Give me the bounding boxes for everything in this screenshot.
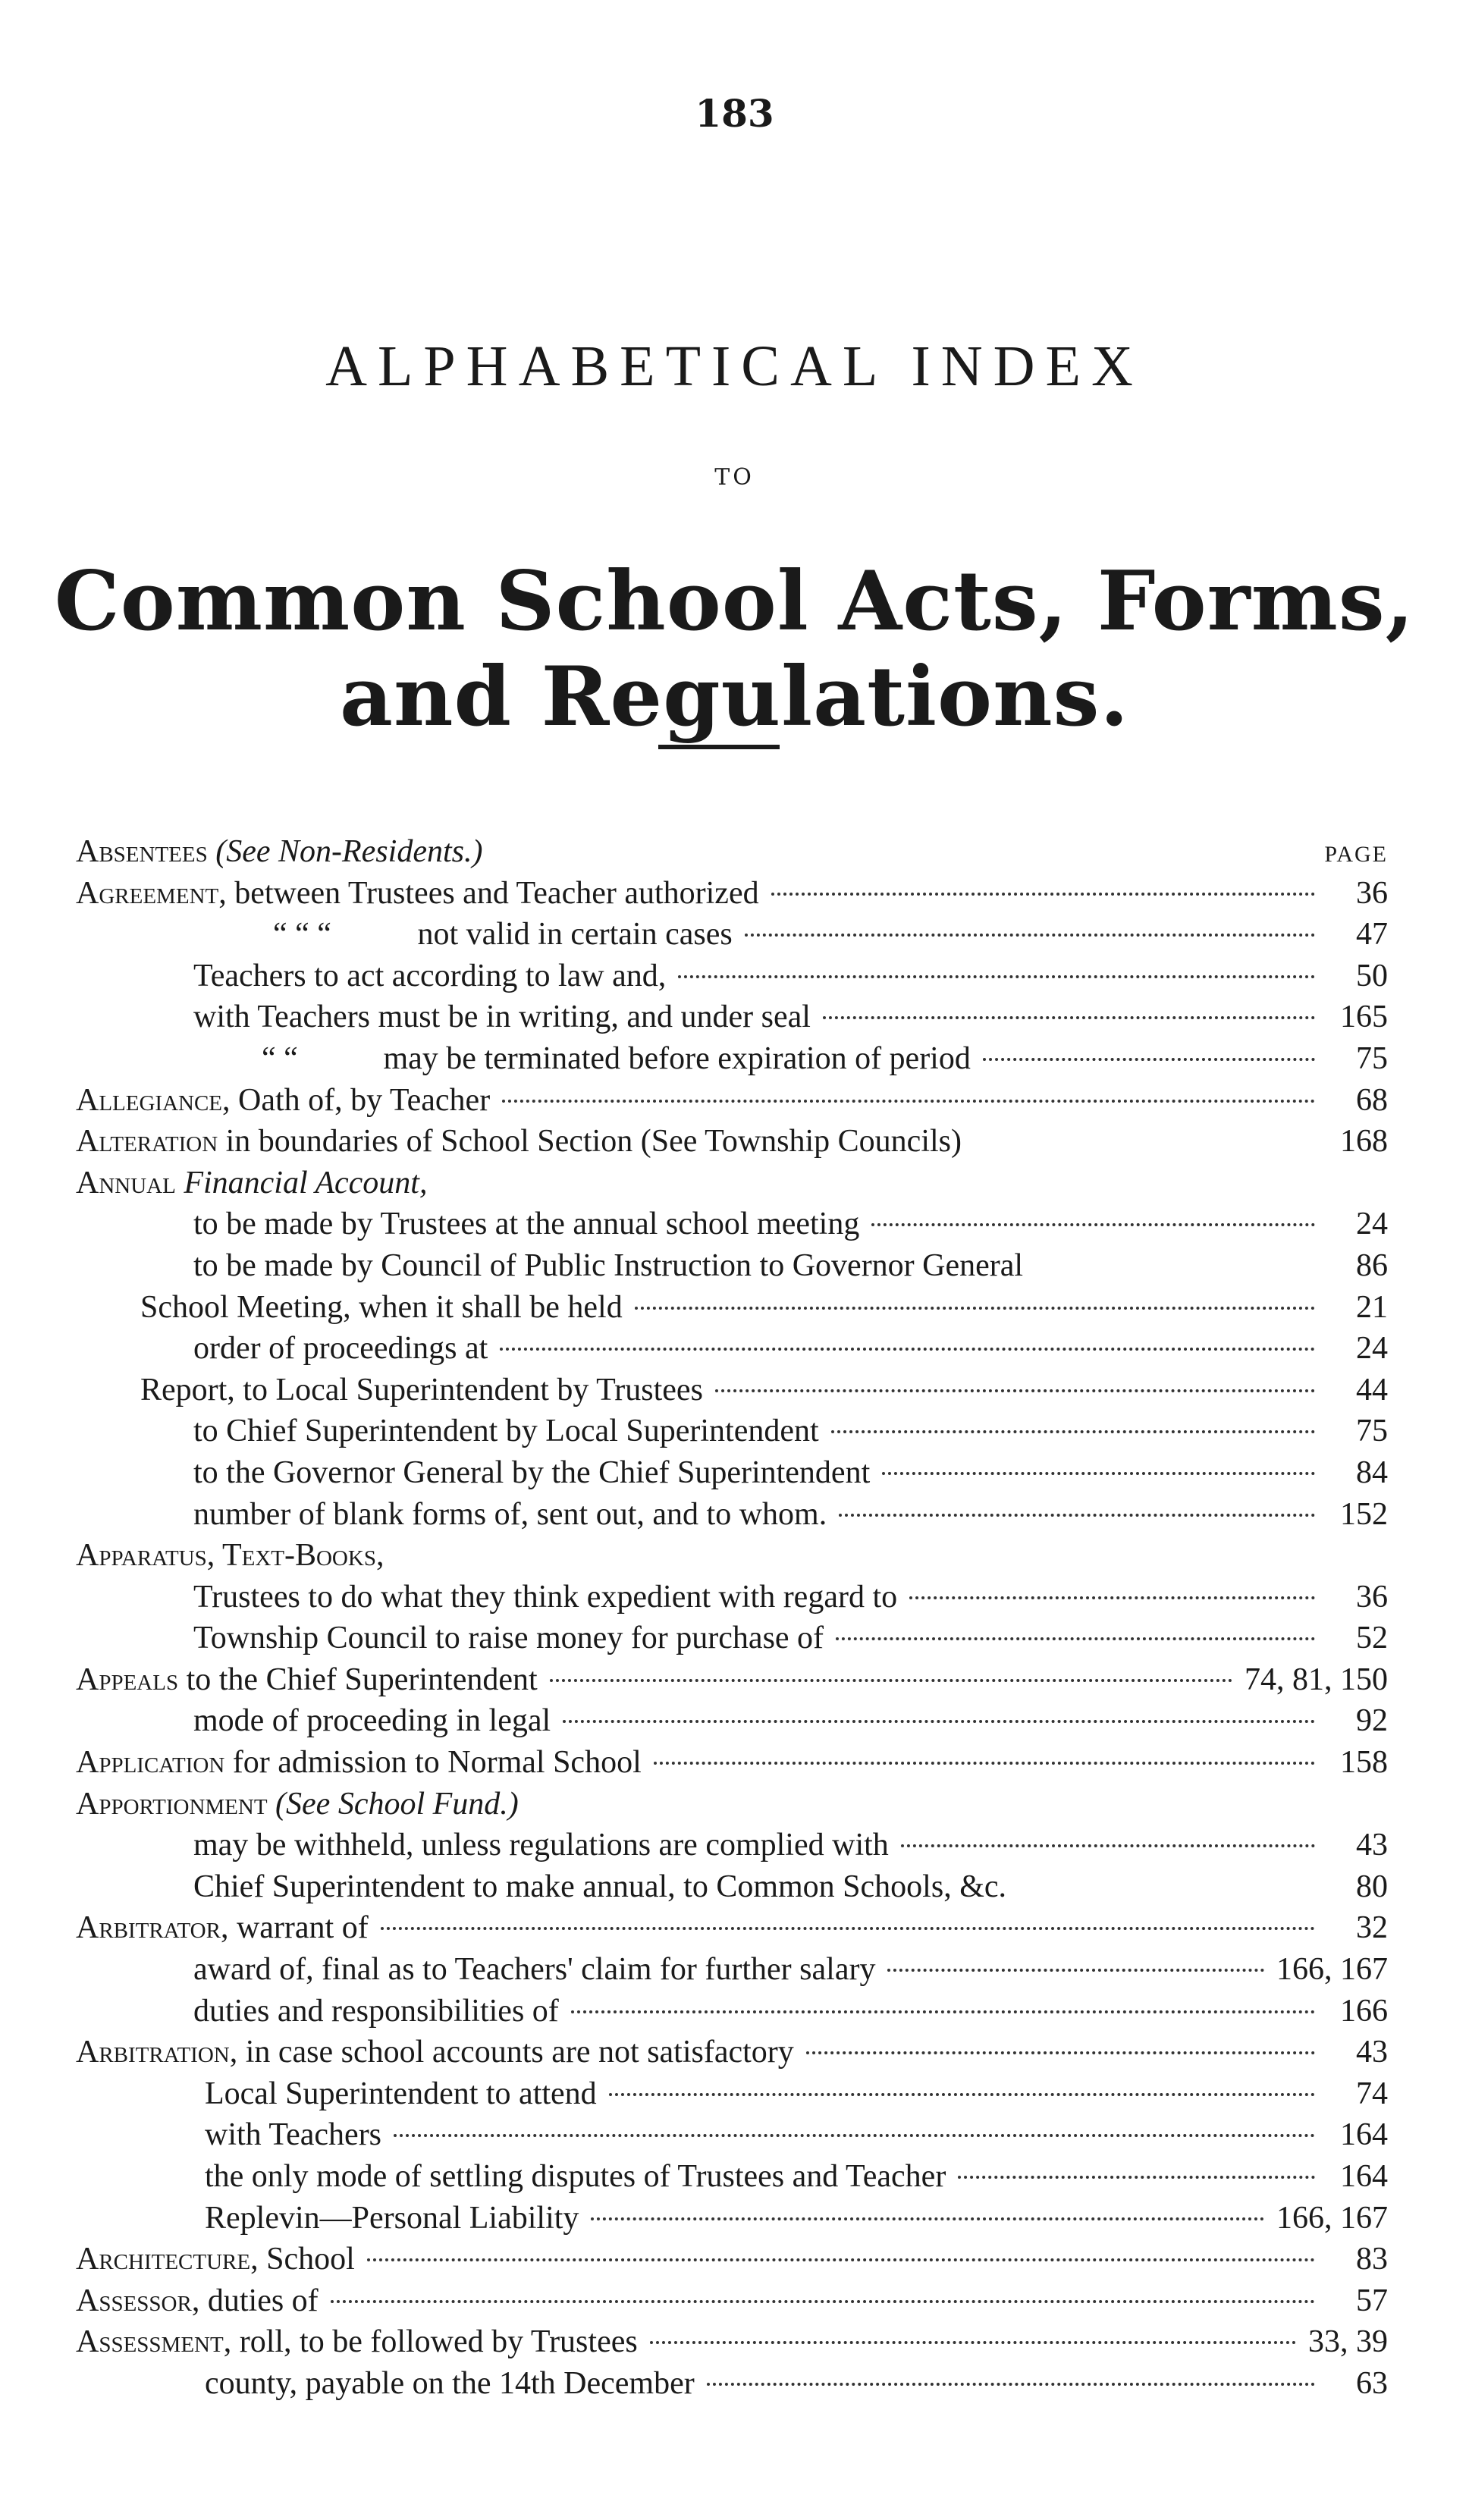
entry-page: 166, 167 — [1276, 2200, 1388, 2236]
entry-text: , warrant of — [220, 1910, 369, 1946]
entry-text: the only mode of settling disputes of Trustees and Teacher — [205, 2159, 946, 2194]
leader — [823, 1016, 1315, 1019]
entry-head: Architecture — [76, 2242, 251, 2277]
entry-page: 164 — [1340, 2117, 1388, 2153]
entry-text: order of proceedings at — [193, 1331, 488, 1367]
entry-page: 158 — [1340, 1745, 1388, 1781]
entry-page: 75 — [1356, 1414, 1388, 1449]
entry-text: Teachers to act according to law and, — [193, 958, 667, 993]
index-entry — [76, 1535, 1388, 1577]
index-entry — [76, 1121, 1388, 1163]
entry-page: 86 — [1356, 1247, 1388, 1283]
entry-head: Absentees — [76, 834, 208, 869]
entry-head: Annual — [76, 1165, 176, 1200]
leader — [715, 1389, 1315, 1392]
index-entry — [76, 914, 1388, 956]
entry-text: (See Non-Residents.) — [215, 834, 483, 869]
leader — [678, 975, 1315, 978]
leader — [367, 2258, 1315, 2261]
index-entry — [76, 1577, 1388, 1618]
page-number: 183 — [695, 91, 774, 136]
index-entry — [76, 1494, 1388, 1536]
entry-text: Local Superintendent to attend — [205, 2076, 597, 2111]
leader — [831, 1430, 1315, 1433]
index-entry — [76, 2321, 1388, 2363]
index-entry — [76, 2156, 1388, 2198]
entry-text: in boundaries of School Section (See Township Councils) — [218, 1124, 962, 1160]
index-entry — [76, 1328, 1388, 1370]
entry-head: Appeals — [76, 1662, 179, 1697]
leader — [901, 1844, 1315, 1847]
entry-head: Allegiance — [76, 1082, 223, 1118]
leader — [887, 1969, 1264, 1972]
leader — [609, 2093, 1315, 2096]
index-entry — [76, 1411, 1388, 1452]
entry-text: , in case school accounts are not satisfactory — [229, 2035, 794, 2070]
index-entry — [76, 2198, 1388, 2239]
leader — [654, 1762, 1315, 1765]
entry-text: Chief Superintendent to make annual, to Common Schools, &c. — [193, 1869, 1007, 1904]
entry-text: duties and responsibilities of — [193, 1993, 559, 2029]
entry-text: number of blank forms of, sent out, and to whom. — [193, 1496, 827, 1532]
entry-head: Assessor — [76, 2283, 192, 2318]
leader — [882, 1472, 1315, 1475]
entry-page: 152 — [1340, 1496, 1388, 1532]
entry-page: 21 — [1356, 1289, 1388, 1325]
entry-text: Trustees to do what they think expedient with regard to — [193, 1579, 898, 1615]
entry-text: award of, final as to Teachers' claim for further salary — [193, 1952, 876, 1988]
entry-page: 63 — [1356, 2365, 1388, 2401]
entry-text: to be made by Council of Public Instruction to Governor General — [193, 1247, 1024, 1283]
leader — [839, 1514, 1315, 1517]
page-column-header: PAGE — [1324, 842, 1388, 867]
entry-text: with Teachers must be in writing, and under seal — [193, 1000, 811, 1035]
entry-text: not valid in certain cases — [417, 917, 733, 952]
leader — [571, 2010, 1315, 2013]
entry-page: 44 — [1356, 1372, 1388, 1407]
entry-page: 92 — [1356, 1703, 1388, 1739]
leader — [745, 934, 1315, 937]
index-entry — [76, 1370, 1388, 1411]
entry-page: 47 — [1356, 917, 1388, 952]
entry-head: Arbitrator — [76, 1910, 221, 1946]
entry-head: Application — [76, 1745, 225, 1781]
entry-text: Township Council to raise money for purchase of — [193, 1621, 824, 1656]
entry-text: county, payable on the 14th December — [205, 2365, 695, 2401]
entry-head: Apparatus, Text-Books — [76, 1538, 376, 1574]
index-entry — [76, 831, 1388, 873]
entry-text: , School — [250, 2242, 355, 2277]
leader — [650, 2341, 1296, 2344]
entry-page: 166 — [1340, 1993, 1388, 2029]
entry-page: 84 — [1356, 1455, 1388, 1490]
entry-text: may be terminated before expiration of period — [383, 1040, 971, 1076]
leader — [635, 1307, 1315, 1310]
leader — [502, 1100, 1315, 1103]
entry-page: 74, 81, 150 — [1245, 1662, 1388, 1697]
index-entry — [76, 1907, 1388, 1949]
index-entry — [76, 1949, 1388, 1991]
entry-text: , between Trustees and Teacher authorized — [218, 875, 759, 911]
entry-text: Report, to Local Superintendent by Trustees — [140, 1372, 703, 1407]
entry-head: Apportionment — [76, 1786, 268, 1822]
index-entry — [76, 1163, 1388, 1204]
index-entry — [76, 2239, 1388, 2280]
entry-page: 24 — [1356, 1331, 1388, 1367]
index-entry — [76, 1038, 1388, 1080]
index-entry — [76, 1784, 1388, 1825]
entry-text: to Chief Superintendent by Local Superintendent — [193, 1414, 819, 1449]
leader — [771, 893, 1315, 896]
entry-text: , — [375, 1538, 385, 1574]
entry-text: for admission to Normal School — [224, 1745, 642, 1781]
entry-page: 36 — [1356, 1579, 1388, 1615]
index-entry — [76, 1452, 1388, 1494]
entry-text: Replevin—Personal Liability — [205, 2200, 579, 2236]
entry-page: 57 — [1356, 2283, 1388, 2318]
index-entry — [76, 956, 1388, 997]
leader — [563, 1720, 1315, 1723]
entry-page: 83 — [1356, 2242, 1388, 2277]
entry-head: Assessment — [76, 2324, 224, 2360]
index-entry — [76, 1742, 1388, 1784]
entry-text: mode of proceeding in legal — [193, 1703, 551, 1739]
entry-head: Alteration — [76, 1124, 218, 1160]
index-entry — [76, 1287, 1388, 1329]
entry-page: 74 — [1356, 2076, 1388, 2111]
entry-page: 36 — [1356, 875, 1388, 911]
index-entry — [76, 2363, 1388, 2405]
ditto-marks: “ “ “ — [273, 917, 331, 952]
entry-text: , Oath of, by Teacher — [222, 1082, 491, 1118]
entry-text: to be made by Trustees at the annual school meeting — [193, 1207, 860, 1242]
index-entry — [76, 1204, 1388, 1245]
index-entry — [76, 1618, 1388, 1659]
entry-text: with Teachers — [205, 2117, 382, 2153]
entry-head: Agreement — [76, 875, 219, 911]
entry-page: 32 — [1356, 1910, 1388, 1946]
entry-page: 165 — [1340, 1000, 1388, 1035]
entry-page: 24 — [1356, 1207, 1388, 1242]
index-entry — [76, 1866, 1388, 1908]
entry-text: , duties of — [191, 2283, 319, 2318]
entry-page: 75 — [1356, 1040, 1388, 1076]
leader — [909, 1596, 1315, 1599]
ditto-marks: “ “ — [262, 1040, 298, 1076]
title-rule — [658, 745, 780, 749]
entry-page: 164 — [1340, 2159, 1388, 2194]
entry-page: 52 — [1356, 1621, 1388, 1656]
index-entry — [76, 1245, 1388, 1287]
entry-text: (See School Fund.) — [267, 1786, 519, 1822]
entry-page: 166, 167 — [1276, 1952, 1388, 1988]
leader — [591, 2217, 1264, 2220]
index-entry — [76, 2114, 1388, 2156]
leader — [806, 2051, 1315, 2054]
entry-page: 68 — [1356, 1082, 1388, 1118]
entry-text: , roll, to be followed by Trustees — [223, 2324, 638, 2360]
entry-page: 50 — [1356, 958, 1388, 993]
index-subtitle: Common School Acts, Forms, and Regulations. — [54, 554, 1415, 745]
entry-text: Financial Account, — [175, 1165, 428, 1200]
entry-head: Arbitration — [76, 2035, 230, 2070]
index-entry — [76, 1700, 1388, 1742]
index-entry — [76, 2032, 1388, 2073]
entry-page: 168 — [1340, 1124, 1388, 1160]
entry-text: may be withheld, unless regulations are complied with — [193, 1828, 889, 1863]
leader — [871, 1223, 1315, 1226]
entry-page: 80 — [1356, 1869, 1388, 1904]
leader — [381, 1927, 1315, 1930]
index-entry — [76, 2280, 1388, 2322]
index-entry — [76, 2073, 1388, 2115]
leader — [836, 1637, 1315, 1640]
leader — [500, 1348, 1315, 1351]
index-list — [76, 831, 1388, 2405]
leader — [983, 1058, 1315, 1061]
entry-page: 43 — [1356, 1828, 1388, 1863]
leader — [707, 2383, 1315, 2386]
index-entry — [76, 1659, 1388, 1701]
leader — [331, 2300, 1315, 2303]
index-entry — [76, 1991, 1388, 2032]
index-title: ALPHABETICAL INDEX — [325, 334, 1144, 398]
to-word: TO — [714, 464, 755, 491]
index-entry — [76, 1825, 1388, 1866]
leader — [394, 2134, 1315, 2137]
entry-text: School Meeting, when it shall be held — [140, 1289, 623, 1325]
index-entry — [76, 996, 1388, 1038]
index-entry — [76, 873, 1388, 915]
index-entry — [76, 1080, 1388, 1122]
leader — [958, 2176, 1315, 2179]
entry-text: to the Chief Superintendent — [178, 1662, 538, 1697]
entry-text: to the Governor General by the Chief Superintendent — [193, 1455, 871, 1490]
entry-page: 43 — [1356, 2035, 1388, 2070]
leader — [550, 1679, 1232, 1682]
entry-page: 33, 39 — [1308, 2324, 1388, 2360]
